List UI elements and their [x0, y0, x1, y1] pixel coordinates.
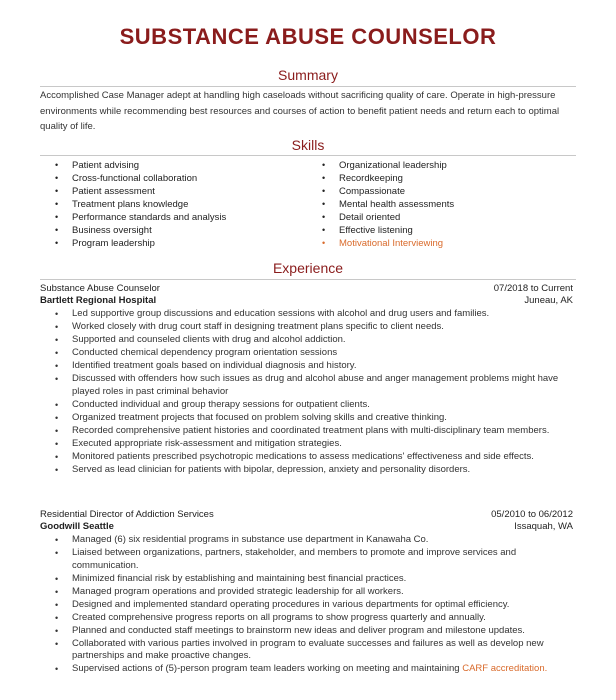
job-bullet: • Executed appropriate risk-assessment and mitigation strategies.	[55, 438, 565, 451]
summary-text: Accomplished Case Manager adept at handling high caseloads without sacrificing quality of care. Operate in high-pressure environments while recommending best resources and courses of action to benefit patient needs and return each to optimal quality of life.	[40, 90, 560, 132]
job-bullet: • Served as lead clinician for patients with bipolar, depression, anxiety and personality disorders.	[55, 464, 565, 477]
skill-item: • Effective listening	[322, 224, 454, 237]
skill-item-link[interactable]: • Motivational Interviewing	[322, 237, 454, 250]
job-bullet: • Discussed with offenders how such issues as drug and alcohol abuse and anger management problems might have played roles in past criminal behavior	[55, 373, 565, 398]
job-bullet: • Managed (6) six residential programs in substance use department in Kanawaha Co.	[55, 534, 565, 547]
job-location: Issaquah, WA	[514, 521, 573, 532]
skill-item: • Performance standards and analysis	[55, 211, 226, 224]
skill-item: • Program leadership	[55, 237, 226, 250]
carf-accreditation-link[interactable]: CARF accreditation.	[462, 663, 548, 674]
skills-list-left	[55, 159, 226, 250]
job-title: Residential Director of Addiction Services	[40, 509, 214, 520]
skill-item: • Patient assessment	[55, 185, 226, 198]
job-bullet: • Minimized financial risk by establishing and maintaining best financial practices.	[55, 573, 565, 586]
job-bullet: • Planned and conducted staff meetings to brainstorm new ideas and deliver program and milestone updates.	[55, 625, 565, 638]
job-bullet: • Supported and counseled clients with drug and alcohol addiction.	[55, 334, 565, 347]
job-bullet	[55, 663, 565, 676]
skill-item: • Cross-functional collaboration	[55, 172, 226, 185]
job-bullet: • Created comprehensive progress reports on all programs to show progress quarterly and annually.	[55, 612, 565, 625]
job-bullet: • Collaborated with various parties involved in program to evaluate successes and failures as well as develop new partnerships and make proactive changes.	[55, 638, 565, 663]
job-bullet: • Conducted chemical dependency program orientation sessions	[55, 347, 565, 360]
job-dates: 07/2018 to Current	[493, 283, 573, 294]
experience-heading: Experience	[272, 260, 344, 276]
experience-divider	[40, 279, 576, 280]
job-bullet: • Worked closely with drug court staff in designing treatment plans specific to client needs.	[55, 321, 565, 334]
job-bullet: • Designed and implemented standard operating procedures in various departments for optimal efficiency.	[55, 599, 565, 612]
job-bullet-text: Supervised actions of (5)-person program team leaders working on meeting and maintaining	[72, 663, 463, 674]
skill-item: • Patient advising	[55, 159, 226, 172]
skills-divider	[40, 155, 576, 156]
job-bullets	[55, 308, 565, 477]
skill-item: • Recordkeeping	[322, 172, 454, 185]
skill-item: • Business oversight	[55, 224, 226, 237]
job-bullet: • Monitored patients prescribed psychotropic medications to assess medications' effectiveness and side effects.	[55, 451, 565, 464]
skill-item: • Compassionate	[322, 185, 454, 198]
skill-item: • Treatment plans knowledge	[55, 198, 226, 211]
job-bullet: • Conducted individual and group therapy sessions for outpatient clients.	[55, 399, 565, 412]
job-bullet: • Recorded comprehensive patient histories and coordinated treatment plans with multi-disciplinary team members.	[55, 425, 565, 438]
job-company: Goodwill Seattle	[40, 521, 114, 532]
job-title: Substance Abuse Counselor	[40, 283, 160, 294]
job-dates: 05/2010 to 06/2012	[491, 509, 573, 520]
job-bullet: • Liaised between organizations, partners, stakeholder, and members to promote and improve services and communication.	[55, 547, 565, 572]
job-bullet: • Organized treatment projects that focused on problem solving skills and creative thinking.	[55, 412, 565, 425]
skills-heading: Skills	[291, 137, 325, 153]
skill-item: • Detail oriented	[322, 211, 454, 224]
skill-item: • Organizational leadership	[322, 159, 454, 172]
skill-item: • Mental health assessments	[322, 198, 454, 211]
resume-title: SUBSTANCE ABUSE COUNSELOR	[119, 24, 497, 49]
summary-divider	[40, 86, 576, 87]
job-bullet: • Managed program operations and provided strategic leadership for all workers.	[55, 586, 565, 599]
job-bullets	[55, 534, 565, 676]
job-company: Bartlett Regional Hospital	[40, 295, 157, 306]
job-location: Juneau, AK	[524, 295, 573, 306]
job-bullet: • Led supportive group discussions and education sessions with alcohol and drug users and families.	[55, 308, 565, 321]
job-bullet: • Identified treatment goals based on individual diagnosis and history.	[55, 360, 565, 373]
skills-list-right	[322, 159, 454, 250]
summary-heading: Summary	[278, 67, 338, 83]
